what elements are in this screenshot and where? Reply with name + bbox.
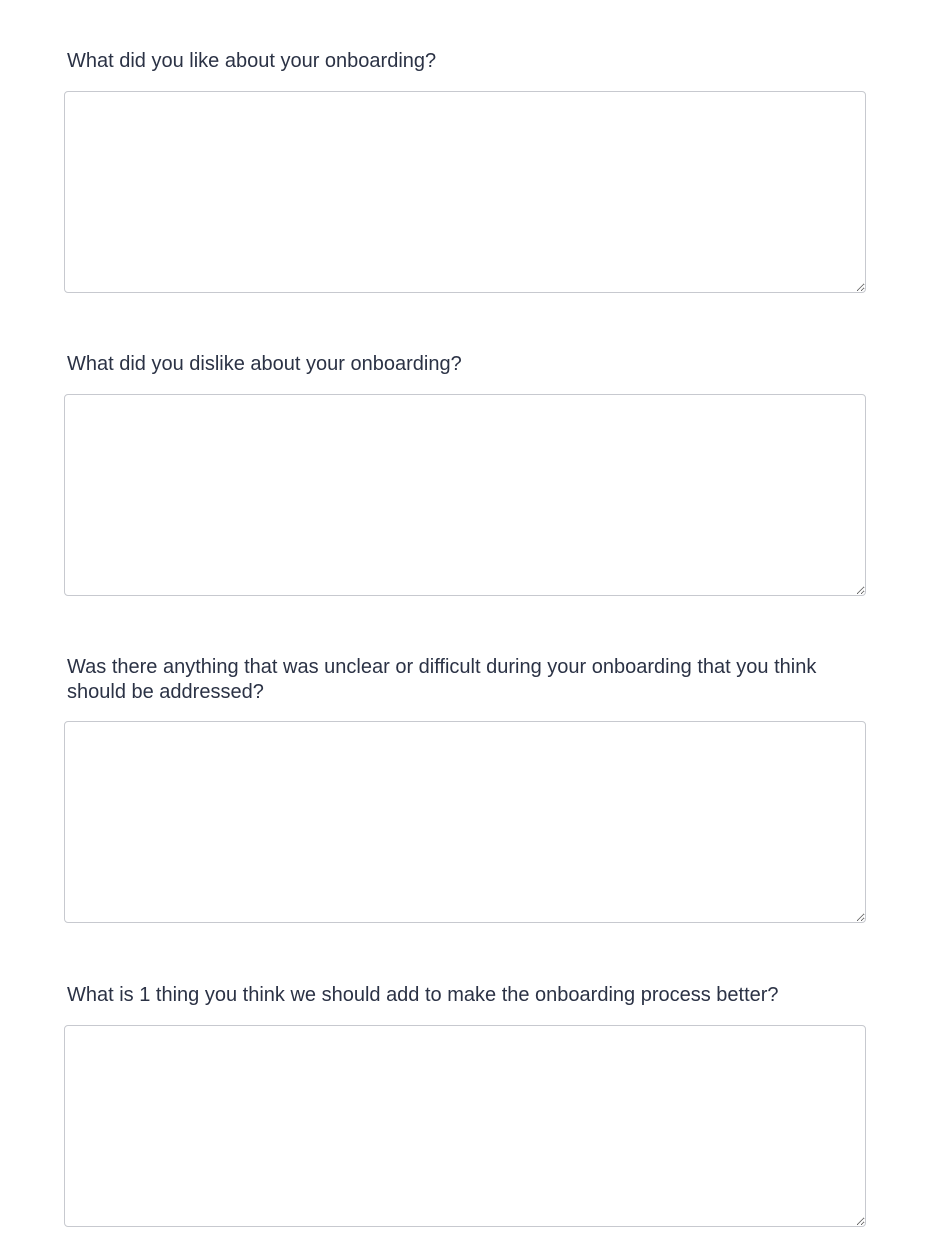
question-label-disliked: What did you dislike about your onboarding? xyxy=(67,353,462,375)
question-label-unclear: Was there anything that was unclear or difficult during your onboarding that you think should be addressed? xyxy=(67,656,817,703)
answer-textarea-liked[interactable] xyxy=(64,91,866,293)
answer-textarea-disliked[interactable] xyxy=(64,394,866,596)
answer-textarea-improvement[interactable] xyxy=(64,1025,866,1227)
question-liked xyxy=(64,49,866,293)
question-label-liked: What did you like about your onboarding? xyxy=(67,50,437,72)
question-unclear xyxy=(64,655,866,923)
question-disliked xyxy=(64,352,866,596)
question-improvement xyxy=(64,983,866,1227)
question-label-improvement: What is 1 thing you think we should add to make the onboarding process better? xyxy=(67,984,779,1006)
answer-textarea-unclear[interactable] xyxy=(64,721,866,923)
